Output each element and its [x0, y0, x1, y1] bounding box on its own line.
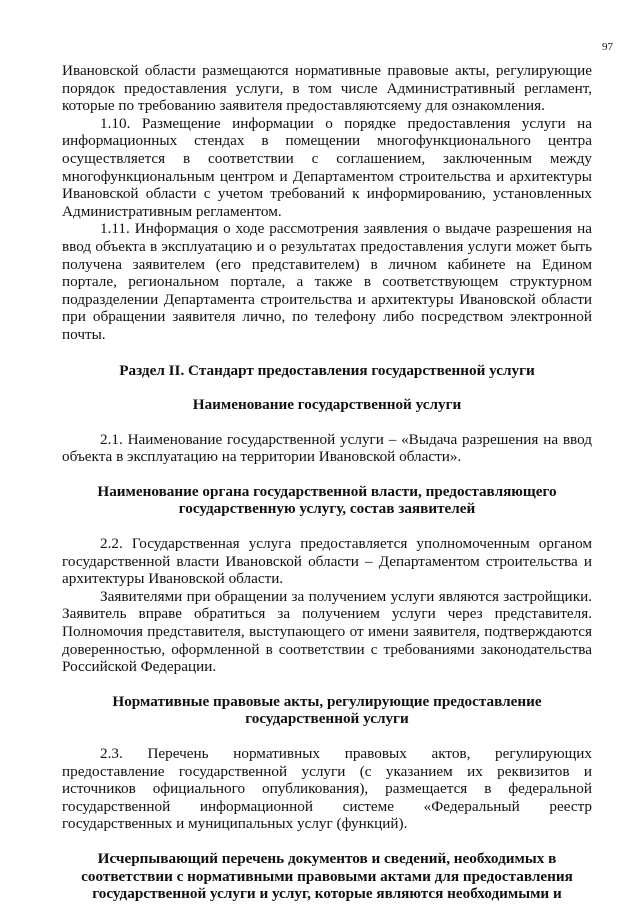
- subheading-organ-line-2: государственную услугу, состав заявителей: [178, 500, 476, 518]
- page-number: 97: [602, 41, 613, 53]
- subheading-legal-acts-line-1: Нормативные правовые акты, регулирующие предоставление: [112, 692, 542, 710]
- paragraph-continuation: Ивановской области размещаются нормативные правовые акты, регулирующие порядок предоставления услуги, в том числе Административный регламент, которые по требованию заявителя предоставляютсяему для ознакомления.: [62, 62, 592, 115]
- paragraph-2-2: 2.2. Государственная услуга предоставляется уполномоченным органом государственной власти Ивановской области – Департаментом строительства и архитектуры Ивановской области.: [62, 535, 592, 588]
- subheading-documents-line-1: Исчерпывающий перечень документов и сведений, необходимых в: [97, 849, 557, 867]
- paragraph-applicants: Заявителями при обращении за получением услуги являются застройщики. Заявитель вправе обратиться за получением услуги через представителя. Полномочия представителя, выступающего от имени заявителя, подтверждаются доверенностью, оформленной в соответствии с требованиями законодательства Российской Федерации.: [62, 587, 592, 676]
- subheading-service-name: Наименование государственной услуги: [192, 396, 462, 414]
- paragraph-1-11: 1.11. Информация о ходе рассмотрения заявления о выдаче разрешения на ввод объекта в эксплуатацию и о результатах предоставления услуги может быть получена заявителем (его представителем) в личном кабинете на Едином портале, региональном портале, а также в соответствующем структурном подразделении Департамента строительства и архитектуры Ивановской области при обращении заявителя лично, по телефону либо посредством электронной почты.: [62, 220, 592, 343]
- subheading-documents: [62, 850, 592, 903]
- subheading-documents-line-3: государственной услуги и услуг, которые являются необходимыми и: [92, 885, 562, 903]
- paragraph-2-1: 2.1. Наименование государственной услуги – «Выдача разрешения на ввод объекта в эксплуатацию на территории Ивановской области».: [62, 430, 592, 466]
- document-body: [62, 62, 592, 903]
- subheading-legal-acts: [62, 693, 592, 728]
- section-heading: Раздел II. Стандарт предоставления государственной услуги: [119, 361, 535, 379]
- subheading-organ-line-1: Наименование органа государственной власти, предоставляющего: [97, 482, 557, 500]
- subheading-documents-line-2: соответствии с нормативными правовыми актами для предоставления: [81, 867, 573, 885]
- paragraph-2-3: 2.3. Перечень нормативных правовых актов, регулирующих предоставление государственной услуги (с указанием их реквизитов и источников официального опубликования), размещается в федеральной государственной информационной системе «Федеральный реестр государственных и муниципальных услуг (функций).: [62, 745, 592, 833]
- subheading-legal-acts-line-2: государственной услуги: [245, 710, 409, 728]
- subheading-organ: [62, 483, 592, 518]
- paragraph-1-10: 1.10. Размещение информации о порядке предоставления услуги на информационных стендах в помещении многофункционального центра осуществляется в соответствии с соглашением, заключенным между многофункциональным центром и Департаментом строительства и архитектуры Ивановской области с учетом требований к информированию, установленных Административным регламентом.: [62, 114, 592, 220]
